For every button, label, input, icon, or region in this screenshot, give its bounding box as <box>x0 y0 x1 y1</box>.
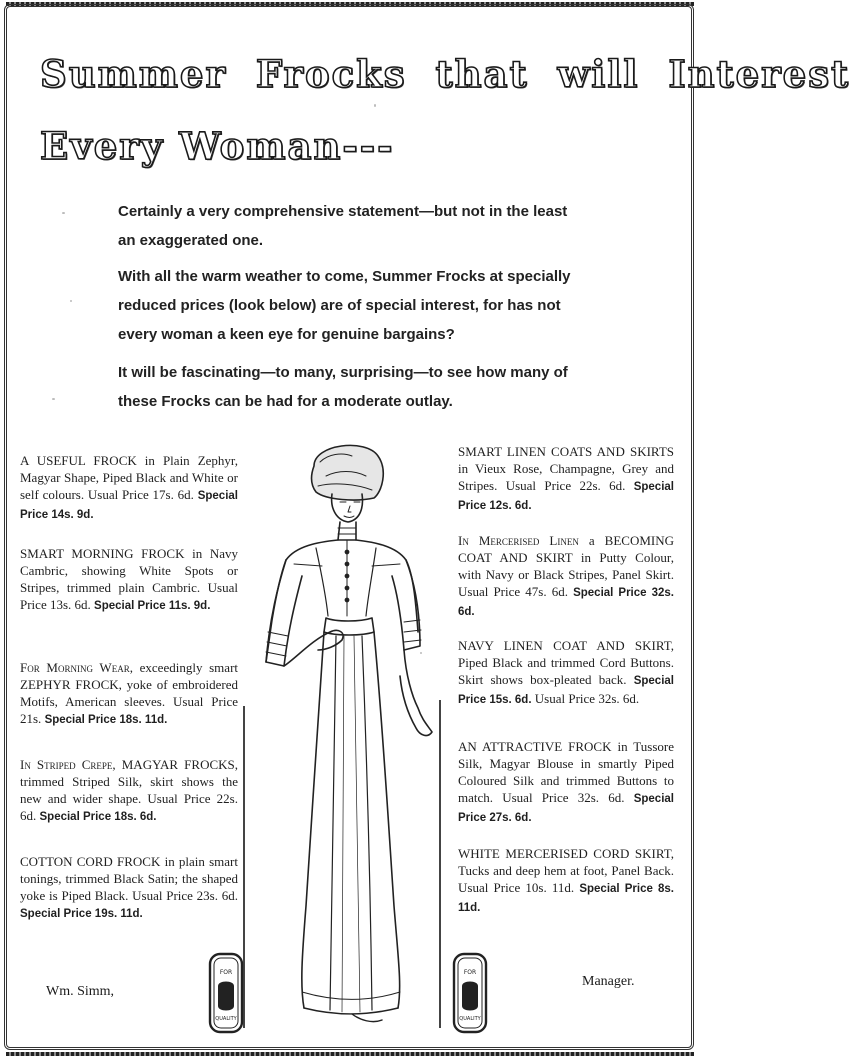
item-lead: SMART MORNING FROCK <box>20 546 185 561</box>
item-body: in Tussore Silk, Magyar Blouse in smartly Piped Coloured Silk and trimmed Buttons to match. Usual Price 32s. 6d. <box>458 739 674 805</box>
intro-paragraph-2: With all the warm weather to come, Summer Frocks at specially reduced prices (look below) are of special interest, for has not every woman a keen eye for genuine bargains? <box>118 268 571 343</box>
item-special-price: Special Price 27s. 6d. <box>458 793 674 824</box>
item-lead: COTTON CORD FROCK <box>20 854 161 869</box>
badge-bottom-word: QUALITY <box>459 1016 481 1022</box>
print-speck <box>62 212 65 214</box>
bottom-border-rule <box>6 1052 694 1056</box>
item-usual-price: Usual Price 32s. 6d. <box>531 691 640 706</box>
intro-paragraph-3: It will be fascinating—to many, surprising—to see how many of these Frocks can be had for a moderate outlay. <box>118 364 568 410</box>
left-item-3 <box>20 659 238 729</box>
item-body: in Vieux Rose, Champagne, Grey and Stripes. Usual Price 22s. 6d. <box>458 461 674 493</box>
item-special-price: Special Price 14s. 9d. <box>20 490 238 521</box>
item-body: exceedingly smart ZEPHYR FROCK, yoke of embroidered Motifs, American sleeves. Usual Price 21s. <box>20 660 239 726</box>
item-body: MAGYAR FROCKS, trimmed Striped Silk, skirt shows the new and wider shape. Usual Price 22s. 6d. <box>20 757 238 823</box>
item-special-price: Special Price 18s. 6d. <box>39 811 157 823</box>
right-item-5 <box>458 845 674 917</box>
item-body: in Plain Zephyr, Magyar Shape, Piped Black and White or self colours. Usual Price 17s. 6d. <box>20 453 238 502</box>
right-item-2 <box>458 532 674 621</box>
item-special-price: Special Price 8s. 11d. <box>458 883 674 914</box>
item-body: Piped Black and trimmed Cord Buttons. Skirt shows box-pleated back. <box>458 655 674 687</box>
item-special-price: Special Price 15s. 6d. <box>458 675 674 706</box>
print-speck <box>70 300 72 302</box>
item-lead: AN ATTRACTIVE FROCK <box>458 739 612 754</box>
left-item-4 <box>20 756 238 826</box>
item-special-price: Special Price 12s. 6d. <box>458 481 674 512</box>
for-quality-badge-icon <box>208 952 244 1034</box>
item-special-price: Special Price 19s. 11d. <box>20 908 143 920</box>
item-lead: WHITE MERCERISED CORD SKIRT, <box>458 846 674 861</box>
item-body: a BECOMING COAT AND SKIRT in Putty Colour, with Navy or Black Stripes, Panel Skirt. Usual Price 47s. 6d. <box>458 533 674 599</box>
badge-top-word: FOR <box>463 969 477 976</box>
print-speck <box>420 652 422 654</box>
item-lead: NAVY LINEN COAT AND SKIRT, <box>458 638 674 653</box>
item-body: in plain smart tonings, trimmed Black Satin; the shaped yoke is Piped Black. Usual Price 23s. 6d. <box>20 854 238 903</box>
badge-bottom-word: QUALITY <box>215 1016 237 1022</box>
item-lead: In Mercerised Linen <box>458 533 579 548</box>
item-lead: SMART LINEN COATS AND SKIRTS <box>458 444 674 459</box>
item-lead: For Morning Wear, <box>20 660 133 675</box>
right-item-4 <box>458 738 674 827</box>
right-item-3 <box>458 637 674 709</box>
print-speck <box>374 104 376 107</box>
item-lead: In Striped Crepe, <box>20 757 116 772</box>
item-special-price: Special Price 11s. 9d. <box>94 600 211 612</box>
item-lead: A USEFUL FROCK <box>20 453 137 468</box>
headline-line-1: Summer Frocks that will Interest <box>40 52 850 96</box>
signature-name: Wm. Simm, <box>46 984 115 999</box>
item-body: in Navy Cambric, showing White Spots or Stripes, trimmed plain Cambric. Usual Price 13s. 6d. <box>20 546 238 612</box>
left-item-5 <box>20 853 238 923</box>
signature-title: Manager. <box>582 974 635 989</box>
item-special-price: Special Price 18s. 11d. <box>44 714 168 726</box>
print-speck <box>52 398 55 400</box>
badge-top-word: FOR <box>219 969 233 976</box>
item-special-price: Special Price 32s. 6d. <box>458 587 674 618</box>
woman-in-frock-illustration <box>256 436 442 1026</box>
left-item-2 <box>20 545 238 615</box>
item-body: Tucks and deep hem at foot, Panel Back. Usual Price 10s. 11d. <box>458 863 674 895</box>
for-quality-badge-icon <box>452 952 488 1034</box>
right-item-1 <box>458 443 674 515</box>
intro-paragraph-1: Certainly a very comprehensive statement—but not in the least an exaggerated one. <box>118 203 568 249</box>
left-item-1 <box>20 452 238 524</box>
headline-line-2: Every Woman--- <box>40 124 395 168</box>
